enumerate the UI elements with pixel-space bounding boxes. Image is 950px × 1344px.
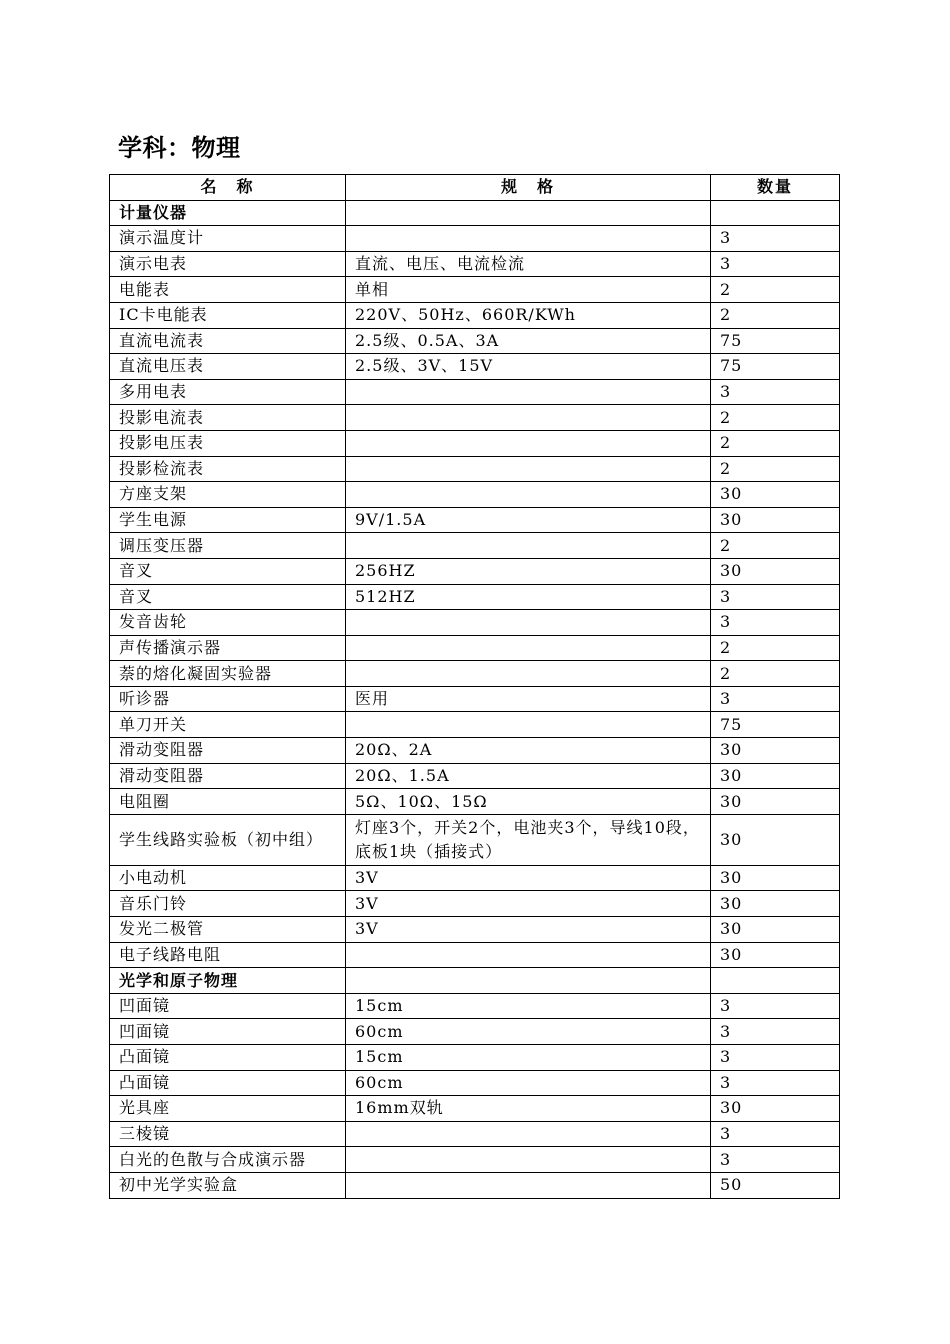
table-row: [110, 686, 840, 712]
item-spec-cell: 512HZ: [346, 584, 711, 610]
item-name-cell: 声传播演示器: [110, 635, 346, 661]
table-row: [110, 405, 840, 431]
header-spec: 规 格: [346, 175, 711, 201]
item-spec-cell: 16mm双轨: [346, 1096, 711, 1122]
header-quantity: 数量: [711, 175, 840, 201]
item-name-cell: 萘的熔化凝固实验器: [110, 661, 346, 687]
item-name-cell: 演示温度计: [110, 226, 346, 252]
item-quantity-cell: 3: [711, 251, 840, 277]
item-quantity-cell: 30: [711, 482, 840, 508]
item-spec-cell: 60cm: [346, 1070, 711, 1096]
table-row: [110, 993, 840, 1019]
item-quantity-cell: 3: [711, 1070, 840, 1096]
item-name-cell: 光具座: [110, 1096, 346, 1122]
item-quantity-cell: 30: [711, 865, 840, 891]
item-name-cell: 初中光学实验盒: [110, 1172, 346, 1198]
item-spec-cell: [346, 533, 711, 559]
item-name-cell: 凸面镜: [110, 1045, 346, 1071]
item-name-cell: 音叉: [110, 558, 346, 584]
table-row: [110, 814, 840, 865]
item-name-cell: 电子线路电阻: [110, 942, 346, 968]
item-spec-cell: 60cm: [346, 1019, 711, 1045]
item-spec-cell: [346, 379, 711, 405]
table-row: [110, 507, 840, 533]
item-name-cell: IC卡电能表: [110, 302, 346, 328]
table-row: [110, 558, 840, 584]
item-name-cell: 音叉: [110, 584, 346, 610]
item-name-cell: 滑动变阻器: [110, 738, 346, 764]
item-quantity-cell: 50: [711, 1172, 840, 1198]
table-row: [110, 482, 840, 508]
table-row: [110, 942, 840, 968]
item-quantity-cell: 2: [711, 302, 840, 328]
item-spec-cell: 220V、50Hz、660R/KWh: [346, 302, 711, 328]
item-quantity-cell: 3: [711, 379, 840, 405]
item-name-cell: 投影检流表: [110, 456, 346, 482]
item-name-cell: 三棱镜: [110, 1121, 346, 1147]
table-row: [110, 456, 840, 482]
item-quantity-cell: 3: [711, 1121, 840, 1147]
item-name-cell: 调压变压器: [110, 533, 346, 559]
item-name-cell: 方座支架: [110, 482, 346, 508]
table-row: [110, 789, 840, 815]
table-row: [110, 533, 840, 559]
item-quantity-cell: 2: [711, 405, 840, 431]
item-name-cell: 听诊器: [110, 686, 346, 712]
equipment-table: [109, 174, 840, 1199]
item-name-cell: 电阻圈: [110, 789, 346, 815]
section-row: [110, 968, 840, 994]
item-spec-cell: [346, 712, 711, 738]
item-quantity-cell: 2: [711, 277, 840, 303]
table-row: [110, 379, 840, 405]
item-name-cell: 直流电流表: [110, 328, 346, 354]
item-spec-cell: 3V: [346, 891, 711, 917]
item-spec-cell: 3V: [346, 865, 711, 891]
item-name-cell: 凸面镜: [110, 1070, 346, 1096]
header-name: 名 称: [110, 175, 346, 201]
table-row: [110, 661, 840, 687]
item-spec-cell: [346, 405, 711, 431]
item-quantity-cell: 30: [711, 507, 840, 533]
item-spec-cell: 2.5级、3V、15V: [346, 354, 711, 380]
item-quantity-cell: 30: [711, 738, 840, 764]
item-spec-cell: 3V: [346, 917, 711, 943]
item-spec-cell: [346, 968, 711, 994]
item-name-cell: 投影电压表: [110, 430, 346, 456]
item-spec-cell: 5Ω、10Ω、15Ω: [346, 789, 711, 815]
item-name-cell: 单刀开关: [110, 712, 346, 738]
item-name-cell: 电能表: [110, 277, 346, 303]
item-spec-cell: [346, 661, 711, 687]
item-spec-cell: [346, 482, 711, 508]
item-quantity-cell: 30: [711, 942, 840, 968]
table-header-row: [110, 175, 840, 201]
item-quantity-cell: 30: [711, 917, 840, 943]
item-spec-cell: 20Ω、1.5A: [346, 763, 711, 789]
table-row: [110, 763, 840, 789]
item-quantity-cell: 3: [711, 1147, 840, 1173]
item-quantity-cell: 2: [711, 533, 840, 559]
item-spec-cell: [346, 1121, 711, 1147]
item-name-cell: 发光二极管: [110, 917, 346, 943]
item-quantity-cell: [711, 200, 840, 226]
item-name-cell: 滑动变阻器: [110, 763, 346, 789]
item-quantity-cell: [711, 968, 840, 994]
item-spec-cell: [346, 635, 711, 661]
item-spec-cell: 单相: [346, 277, 711, 303]
item-quantity-cell: 3: [711, 610, 840, 636]
table-row: [110, 1045, 840, 1071]
item-quantity-cell: 3: [711, 1045, 840, 1071]
table-row: [110, 1070, 840, 1096]
item-quantity-cell: 30: [711, 891, 840, 917]
item-quantity-cell: 30: [711, 763, 840, 789]
item-quantity-cell: 2: [711, 661, 840, 687]
table-row: [110, 712, 840, 738]
table-row: [110, 1121, 840, 1147]
item-name-cell: 光学和原子物理: [110, 968, 346, 994]
table-row: [110, 354, 840, 380]
table-row: [110, 584, 840, 610]
table-row: [110, 865, 840, 891]
table-row: [110, 251, 840, 277]
table-body: [110, 200, 840, 1198]
table-row: [110, 226, 840, 252]
table-row: [110, 610, 840, 636]
table-row: [110, 917, 840, 943]
section-row: [110, 200, 840, 226]
table-row: [110, 1172, 840, 1198]
page-title: 学科：物理: [118, 134, 241, 162]
table-row: [110, 635, 840, 661]
item-quantity-cell: 30: [711, 789, 840, 815]
table-row: [110, 328, 840, 354]
item-name-cell: 凹面镜: [110, 1019, 346, 1045]
table-row: [110, 1147, 840, 1173]
item-name-cell: 发音齿轮: [110, 610, 346, 636]
table-row: [110, 738, 840, 764]
item-quantity-cell: 2: [711, 635, 840, 661]
item-quantity-cell: 75: [711, 328, 840, 354]
item-quantity-cell: 2: [711, 456, 840, 482]
item-spec-cell: 256HZ: [346, 558, 711, 584]
item-quantity-cell: 3: [711, 993, 840, 1019]
item-spec-cell: 20Ω、2A: [346, 738, 711, 764]
item-quantity-cell: 30: [711, 1096, 840, 1122]
table-row: [110, 1096, 840, 1122]
item-name-cell: 计量仪器: [110, 200, 346, 226]
item-spec-cell: 医用: [346, 686, 711, 712]
item-quantity-cell: 3: [711, 584, 840, 610]
item-spec-cell: [346, 610, 711, 636]
item-quantity-cell: 30: [711, 814, 840, 865]
item-spec-cell: [346, 1147, 711, 1173]
item-name-cell: 多用电表: [110, 379, 346, 405]
item-spec-cell: [346, 1172, 711, 1198]
item-quantity-cell: 75: [711, 354, 840, 380]
item-name-cell: 演示电表: [110, 251, 346, 277]
item-quantity-cell: 30: [711, 558, 840, 584]
item-spec-cell: 15cm: [346, 1045, 711, 1071]
item-name-cell: 凹面镜: [110, 993, 346, 1019]
item-name-cell: 投影电流表: [110, 405, 346, 431]
table-row: [110, 1019, 840, 1045]
item-spec-cell: [346, 942, 711, 968]
item-name-cell: 音乐门铃: [110, 891, 346, 917]
item-spec-cell: 9V/1.5A: [346, 507, 711, 533]
item-name-cell: 小电动机: [110, 865, 346, 891]
item-spec-cell: [346, 456, 711, 482]
item-spec-cell: [346, 200, 711, 226]
item-spec-cell: 2.5级、0.5A、3A: [346, 328, 711, 354]
item-name-cell: 学生电源: [110, 507, 346, 533]
item-name-cell: 直流电压表: [110, 354, 346, 380]
item-quantity-cell: 2: [711, 430, 840, 456]
table-row: [110, 277, 840, 303]
item-name-cell: 学生线路实验板（初中组）: [110, 814, 346, 865]
item-spec-cell: 灯座3个，开关2个，电池夹3个，导线10段，底板1块（插接式）: [346, 814, 711, 865]
item-spec-cell: 15cm: [346, 993, 711, 1019]
table-row: [110, 430, 840, 456]
table-row: [110, 302, 840, 328]
item-spec-cell: 直流、电压、电流检流: [346, 251, 711, 277]
item-quantity-cell: 75: [711, 712, 840, 738]
item-spec-cell: [346, 226, 711, 252]
table-row: [110, 891, 840, 917]
item-name-cell: 白光的色散与合成演示器: [110, 1147, 346, 1173]
item-quantity-cell: 3: [711, 226, 840, 252]
item-quantity-cell: 3: [711, 1019, 840, 1045]
item-quantity-cell: 3: [711, 686, 840, 712]
item-spec-cell: [346, 430, 711, 456]
